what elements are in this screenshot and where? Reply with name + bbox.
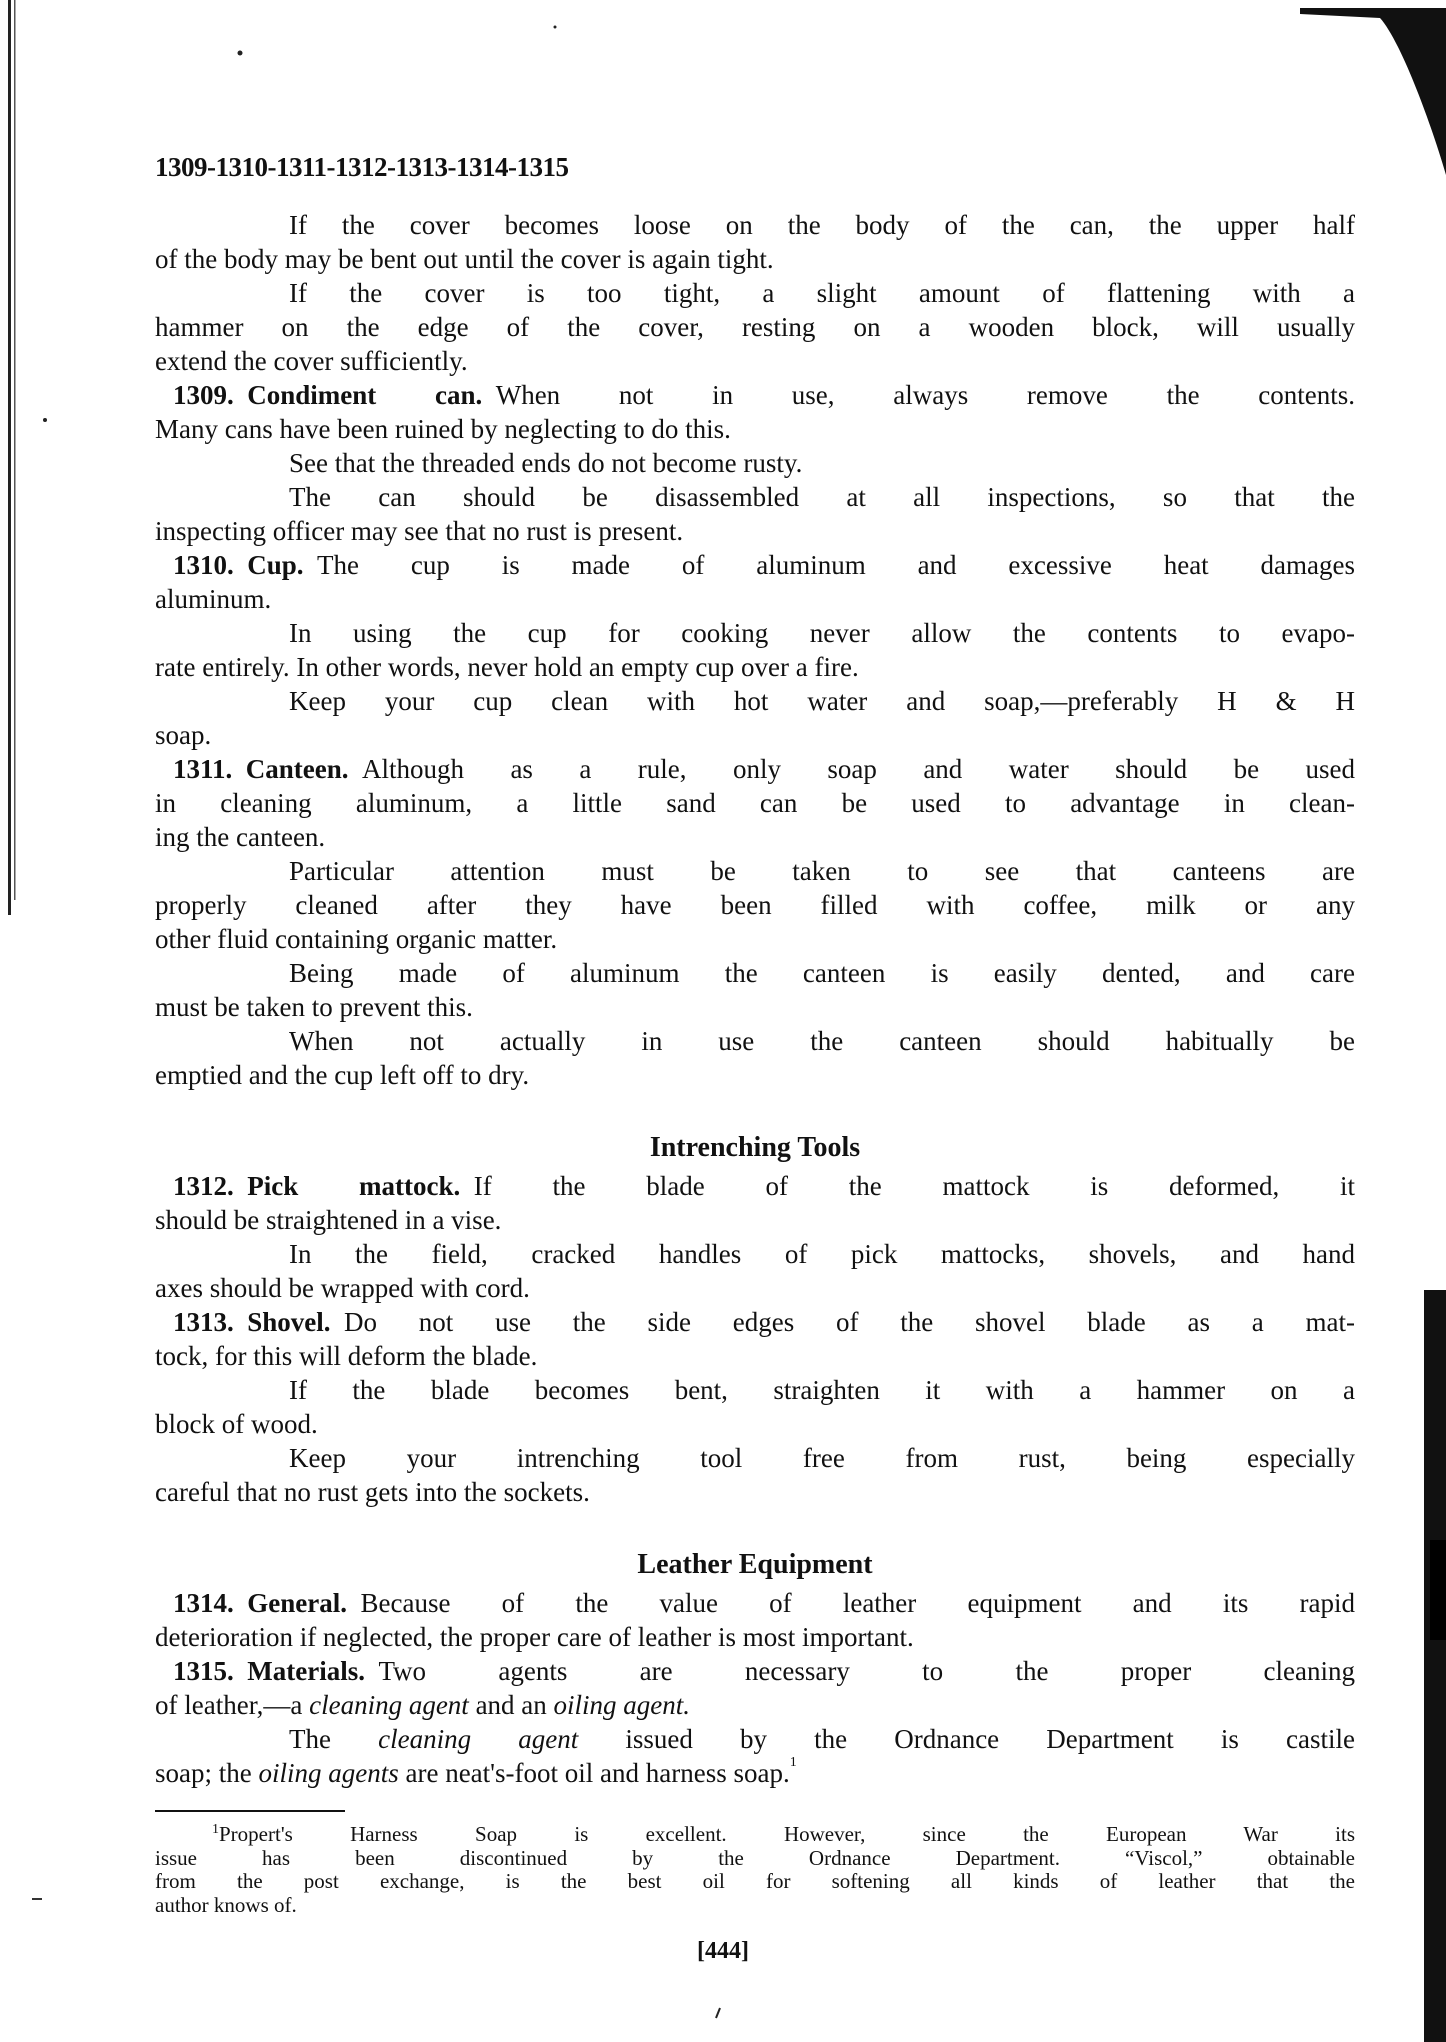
text-run: of the body may be bent out until the cover is again tight. (155, 244, 774, 274)
text-line (155, 1620, 1355, 1654)
text-run: soap. (155, 720, 212, 750)
text-run: Propert's Harness Soap is excellent. However, since the European War its (219, 1822, 1355, 1846)
text-line (155, 718, 1355, 752)
numbered-paragraph (155, 752, 1355, 854)
text-run: oiling agents (258, 1758, 399, 1788)
text-run: Particular attention must be taken to see that canteens are (289, 856, 1355, 886)
text-run: When not in use, always remove the contents. (495, 380, 1355, 410)
text-run: inspecting officer may see that no rust is present. (155, 516, 684, 546)
text-run: If the blade of the mattock is deformed, it (473, 1171, 1356, 1201)
text-run: If the cover is too tight, a slight amount of flattening with a (289, 278, 1355, 308)
text-line (155, 344, 1355, 378)
text-line (155, 1058, 1355, 1092)
text-run: soap; the (155, 1758, 259, 1788)
text-run: The can should be disassembled at all inspections, so that the (289, 482, 1355, 512)
paragraph-number: 1313. (173, 1307, 234, 1337)
text-run: deterioration if neglected, the proper care of leather is most important. (155, 1622, 914, 1652)
text-run: of leather,—a (155, 1690, 310, 1720)
running-head: 1309-1310-1311-1312-1313-1314-1315 (155, 152, 569, 182)
text-run: Keep your cup clean with hot water and soap,—preferably H & H (289, 686, 1355, 716)
text-line (155, 820, 1355, 854)
text-run: and an (468, 1690, 554, 1720)
paragraph (155, 956, 1355, 1024)
left-scan-bar (8, 0, 11, 915)
section-heading: Intrenching Tools (649, 1132, 861, 1163)
text-line (155, 1305, 1355, 1339)
text-run: axes should be wrapped with cord. (155, 1273, 530, 1303)
text-line (155, 1237, 1355, 1271)
paragraph-title: Shovel. (247, 1307, 331, 1337)
text-run: Do not use the side edges of the shovel blade as a mat- (344, 1307, 1355, 1337)
text-run: When not actually in use the canteen should habitually be (289, 1026, 1355, 1056)
text-line (155, 650, 1355, 684)
right-scan-bar (1424, 1290, 1446, 2042)
text-run: aluminum. (155, 584, 272, 614)
text-run: hammer on the edge of the cover, resting on a wooden block, will usually (155, 312, 1355, 342)
text-run: Although as a rule, only soap and water should be used (362, 754, 1355, 784)
page-body (155, 208, 1355, 1790)
text-line (155, 208, 1355, 242)
paragraph (155, 208, 1355, 276)
text-line (155, 1688, 1355, 1722)
text-run: rate entirely. In other words, never hold an empty cup over a fire. (155, 652, 859, 682)
numbered-paragraph (155, 378, 1355, 446)
text-line (155, 616, 1355, 650)
text-line (155, 412, 1355, 446)
text-line (155, 1586, 1355, 1620)
footnote (155, 1823, 1355, 1917)
speck (238, 51, 243, 56)
text-run: If the cover becomes loose on the body of the can, the upper half (289, 210, 1355, 240)
speck (43, 418, 47, 422)
paragraph (155, 1373, 1355, 1441)
text-line (155, 1339, 1355, 1373)
text-run: ing the canteen. (155, 822, 326, 852)
text-line (155, 514, 1355, 548)
paragraph-number: 1311. (173, 754, 233, 784)
paragraph (155, 480, 1355, 548)
text-line (155, 888, 1355, 922)
text-line (155, 1475, 1355, 1509)
text-line (155, 276, 1355, 310)
text-run: If the blade becomes bent, straighten it with a hammer on a (289, 1375, 1355, 1405)
text-line (155, 1654, 1355, 1688)
text-run: block of wood. (155, 1409, 318, 1439)
text-run: are neat's-foot oil and harness soap. (398, 1758, 790, 1788)
numbered-paragraph (155, 548, 1355, 616)
speck (716, 2008, 720, 2018)
text-run: See that the threaded ends do not become rusty. (289, 448, 803, 478)
left-scan-bar-thin (14, 0, 16, 900)
footnote-marker: 1 (212, 1822, 219, 1837)
paragraph (155, 1722, 1355, 1790)
paragraph-title: Materials. (247, 1656, 365, 1686)
text-line (155, 1169, 1355, 1203)
speck (32, 1898, 42, 1900)
footnote-line (155, 1847, 1355, 1871)
paragraph (155, 1237, 1355, 1305)
paragraph-number: 1315. (173, 1656, 234, 1686)
paragraph-number: 1310. (173, 550, 234, 580)
numbered-paragraph (155, 1586, 1355, 1654)
text-run: careful that no rust gets into the sockets. (155, 1477, 590, 1507)
text-line (155, 922, 1355, 956)
top-right-page-curl (1300, 8, 1446, 175)
right-scan-notch (1430, 1540, 1446, 1640)
paragraph (155, 1441, 1355, 1509)
text-run: must be taken to prevent this. (155, 992, 473, 1022)
text-line (155, 1441, 1355, 1475)
paragraph-title: Canteen. (245, 754, 349, 784)
text-run: In the field, cracked handles of pick mattocks, shovels, and hand (289, 1239, 1355, 1269)
text-run: cleaning agent (309, 1690, 469, 1720)
paragraph-number: 1309. (173, 380, 234, 410)
text-run: The (289, 1724, 379, 1754)
text-line (155, 446, 1355, 480)
page-number: [444] (697, 1938, 749, 1964)
text-line (155, 1271, 1355, 1305)
text-line (155, 956, 1355, 990)
paragraph (155, 276, 1355, 378)
text-line (155, 1024, 1355, 1058)
paragraph (155, 684, 1355, 752)
footnote-marker: 1 (789, 1755, 797, 1770)
text-line (155, 548, 1355, 582)
paragraph-number: 1312. (173, 1171, 234, 1201)
text-run: extend the cover sufficiently. (155, 346, 468, 376)
text-run: Keep your intrenching tool free from rust, being especially (289, 1443, 1355, 1473)
text-run: other fluid containing organic matter. (155, 924, 558, 954)
text-run: In using the cup for cooking never allow the contents to evapo- (289, 618, 1355, 648)
text-line (155, 786, 1355, 820)
text-run: Because of the value of leather equipment and its rapid (360, 1588, 1355, 1618)
section-heading: Leather Equipment (637, 1549, 873, 1580)
text-line (155, 854, 1355, 888)
footnote-rule (155, 1810, 345, 1812)
speck (554, 26, 557, 29)
paragraph-title: Cup. (247, 550, 304, 580)
text-line (155, 242, 1355, 276)
numbered-paragraph (155, 1654, 1355, 1722)
text-line (155, 752, 1355, 786)
text-line (155, 990, 1355, 1024)
text-line (155, 1407, 1355, 1441)
footnote-line (155, 1823, 1355, 1847)
text-line (155, 310, 1355, 344)
text-run: Being made of aluminum the canteen is easily dented, and care (289, 958, 1355, 988)
text-run: Two agents are necessary to the proper cleaning (378, 1656, 1355, 1686)
text-run: emptied and the cup left off to dry. (155, 1060, 530, 1090)
paragraph-title: Condiment can. (247, 380, 483, 410)
paragraph (155, 854, 1355, 956)
text-run: from the post exchange, is the best oil for softening all kinds of leather that the (155, 1869, 1355, 1893)
text-run: tock, for this will deform the blade. (155, 1341, 538, 1371)
footnote-line (155, 1894, 1355, 1918)
text-line (155, 480, 1355, 514)
paragraph-number: 1314. (173, 1588, 234, 1618)
footnote-line (155, 1870, 1355, 1894)
text-run: properly cleaned after they have been filled with coffee, milk or any (155, 890, 1355, 920)
text-line (155, 1203, 1355, 1237)
text-line (155, 1373, 1355, 1407)
paragraph (155, 446, 1355, 480)
text-run: oiling agent. (553, 1690, 691, 1720)
text-run: should be straightened in a vise. (155, 1205, 502, 1235)
text-run: in cleaning aluminum, a little sand can be used to advantage in clean- (155, 788, 1355, 818)
numbered-paragraph (155, 1305, 1355, 1373)
text-line (155, 378, 1355, 412)
paragraph (155, 1024, 1355, 1092)
text-run: author knows of. (155, 1892, 297, 1917)
text-line (155, 684, 1355, 718)
paragraph-title: Pick mattock. (247, 1171, 461, 1201)
text-run: Many cans have been ruined by neglecting to do this. (155, 414, 731, 444)
text-run: cleaning agent (378, 1724, 579, 1754)
text-run: The cup is made of aluminum and excessive heat damages (317, 550, 1355, 580)
text-line (155, 1722, 1355, 1756)
paragraph (155, 616, 1355, 684)
text-line (155, 582, 1355, 616)
numbered-paragraph (155, 1169, 1355, 1237)
text-line (155, 1756, 1355, 1790)
paragraph-title: General. (247, 1588, 347, 1618)
text-run: issued by the Ordnance Department is castile (578, 1724, 1355, 1754)
text-run: issue has been discontinued by the Ordnance Department. “Viscol,” obtainable (155, 1845, 1355, 1870)
